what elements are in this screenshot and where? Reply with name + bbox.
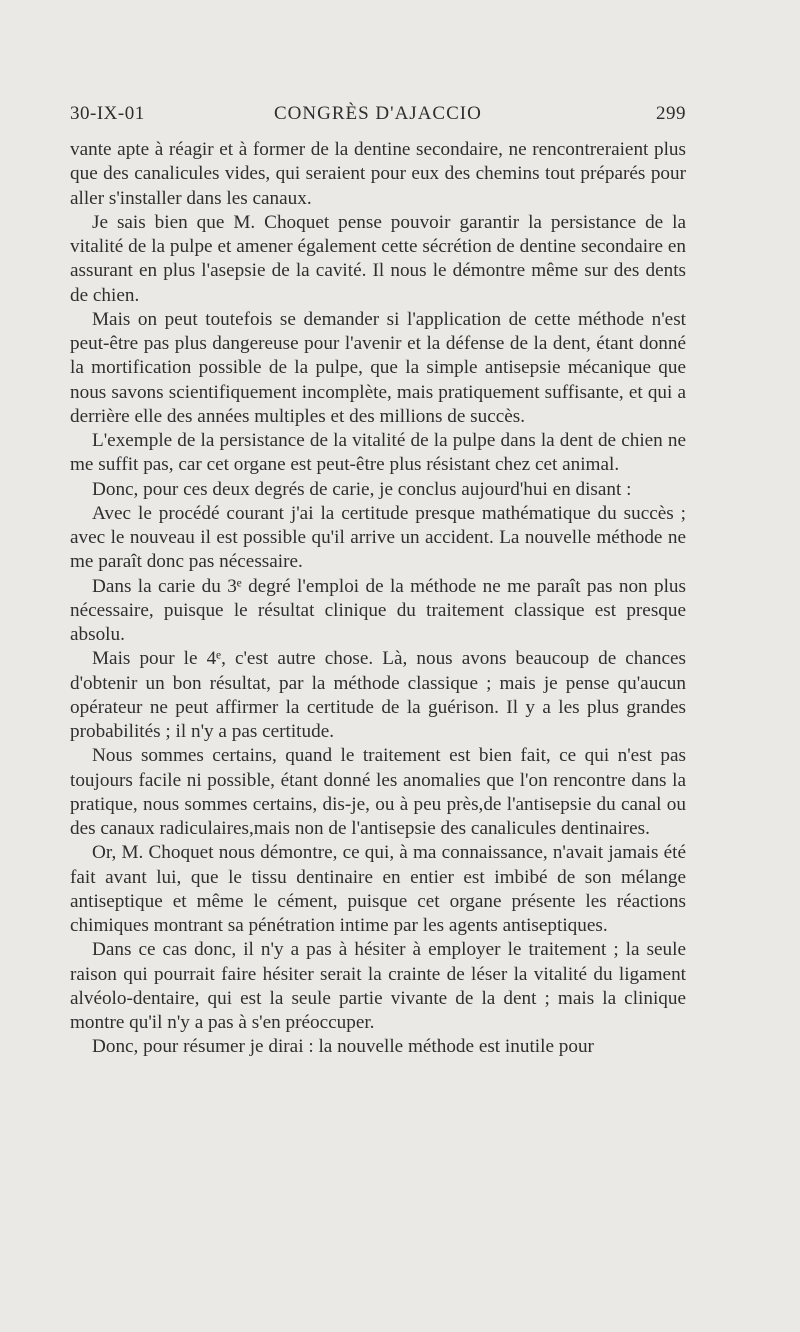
paragraph: Dans la carie du 3ᵉ degré l'emploi de la méthode ne me paraît pas non plus nécessaire, puisque le résultat clinique du traitement classique est presque absolu.	[70, 575, 686, 645]
paragraph: Avec le procédé courant j'ai la certitude presque mathématique du succès ; avec le nouveau il est possible qu'il arrive un accident. La nouvelle méthode ne me paraît donc pas nécessaire.	[70, 502, 686, 573]
paragraph: Nous sommes certains, quand le traitement est bien fait, ce qui n'est pas toujours facile ni possible, étant donné les anomalies que l'on rencontre dans la pratique, nous sommes certains, dis-je, ou à peu près,de l'antisepsie du canal ou des canaux radiculaires,mais non de l'antisepsie des canalicules dentinaires.	[70, 745, 686, 839]
paragraph: Donc, pour ces deux degrés de carie, je conclus aujourd'hui en disant :	[92, 478, 632, 500]
paragraph: L'exemple de la persistance de la vitalité de la pulpe dans la dent de chien ne me suffit pas, car cet organe est peut-être plus résistant chez cet animal.	[70, 430, 686, 476]
page-number: 299	[656, 103, 686, 124]
paragraph: Dans ce cas donc, il n'y a pas à hésiter à employer le traitement ; la seule raison qui pourrait faire hésiter serait la crainte de léser la vitalité du ligament alvéolo-dentaire, qui est la seule partie vivante de la dent ; mais la clinique montre qu'il n'y a pas à s'en préoccuper.	[70, 939, 686, 1033]
paragraph: Je sais bien que M. Choquet pense pouvoir garantir la persistance de la vitalité de la pulpe et amener également cette sécrétion de dentine secondaire en assurant en plus l'asepsie de la cavité. Il nous le démontre même sur des dents de chien.	[70, 211, 686, 306]
paragraph: Donc, pour résumer je dirai : la nouvelle méthode est inutile pour	[92, 1036, 594, 1058]
header-date: 30-IX-01	[70, 103, 145, 124]
paragraph: Or, M. Choquet nous démontre, ce qui, à ma connaissance, n'avait jamais été fait avant lui, que le tissu dentinaire en entier est imbibé de son mélange antiseptique et même le cément, puisque cet organe présente les réactions chimiques montrant sa pénétration intime par les agents antiseptiques.	[70, 842, 686, 936]
running-header	[70, 103, 686, 131]
paragraph: Mais pour le 4ᵉ, c'est autre chose. Là, nous avons beaucoup de chances d'obtenir un bon résultat, par la méthode classique ; mais je pense qu'aucun opérateur ne peut affirmer la certitude de la guérison. Il y a les plus grandes probabilités ; il n'y a pas certitude.	[70, 648, 686, 742]
paragraph: Mais on peut toutefois se demander si l'application de cette méthode n'est peut-être pas plus dangereuse pour l'avenir et la défense de la dent, étant donné la mortification possible de la pulpe, que la simple antisepsie mécanique que nous savons scientifiquement incomplète, mais pratiquement suffisante, et qui a derrière elle des années multiples et des millions de succès.	[70, 308, 686, 427]
body-text	[70, 138, 686, 1060]
header-title: CONGRÈS D'AJACCIO	[274, 103, 482, 124]
paragraph-continued: vante apte à réagir et à former de la dentine secondaire, ne rencontreraient plus que des canalicules vides, qui seraient pour eux des chemins tout préparés pour aller s'installer dans les canaux.	[70, 139, 686, 209]
